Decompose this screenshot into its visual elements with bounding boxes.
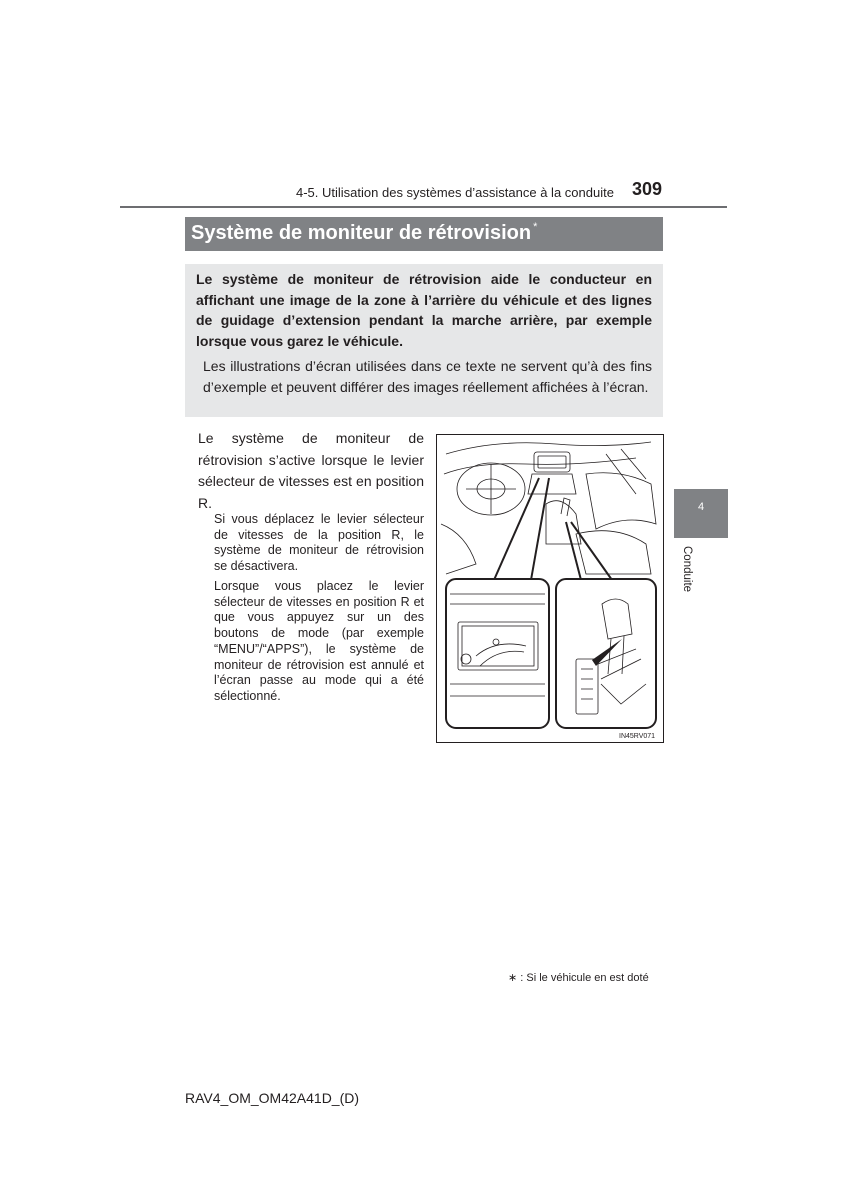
page-number: 309 [632,179,663,199]
footnote: ∗ : Si le véhicule en est doté [508,972,649,984]
chapter-label: Conduite [681,546,693,593]
body-note-1: Si vous déplacez le levier sélecteur de vitesses de la position R, le système de moniteur de rétrovision se désactivera. [214,512,424,574]
body-paragraph: Le système de moniteur de rétrovision s’active lorsque le levier sélecteur de vitesses est en position R. [198,430,424,511]
body-note-2: Lorsque vous placez le levier sélecteur de vitesses en position R et que vous appuyez sur un des boutons de mode (par exemple “MENU”/“APPS”), le système de moniteur de rétrovision est annulé et l’écran passe au mode qui a été sélectionné. [214,579,424,703]
vehicle-interior-illustration [436,434,664,743]
figure-code: IN45RV071 [619,733,656,740]
running-header: 4-5. Utilisation des systèmes d’assistance à la conduite [296,185,614,200]
section-title-bar [185,217,663,251]
vehicle-interior-figure [436,434,664,743]
intro-box [185,264,663,417]
document-code: RAV4_OM_OM42A41D_(D) [185,1090,360,1106]
chapter-number: 4 [697,501,705,513]
chapter-tab [674,489,728,538]
screen-detail-frame [446,579,549,728]
intro-summary: Le système de moniteur de rétrovision aide le conducteur en affichant une image de la zone à l’arrière du véhicule et des lignes de guidage d’extension pendant la marche arrière, par exemple lorsque vous garez le véhicule. [196,271,652,349]
title-footnote-marker: * [533,221,538,233]
section-title: Système de moniteur de rétrovision [191,222,532,244]
intro-note: Les illustrations d’écran utilisées dans ce texte ne servent qu’à des fins d’exemple et peuvent différer des images réellement affichées à l’écran. [203,358,652,395]
header-rule [120,206,727,208]
